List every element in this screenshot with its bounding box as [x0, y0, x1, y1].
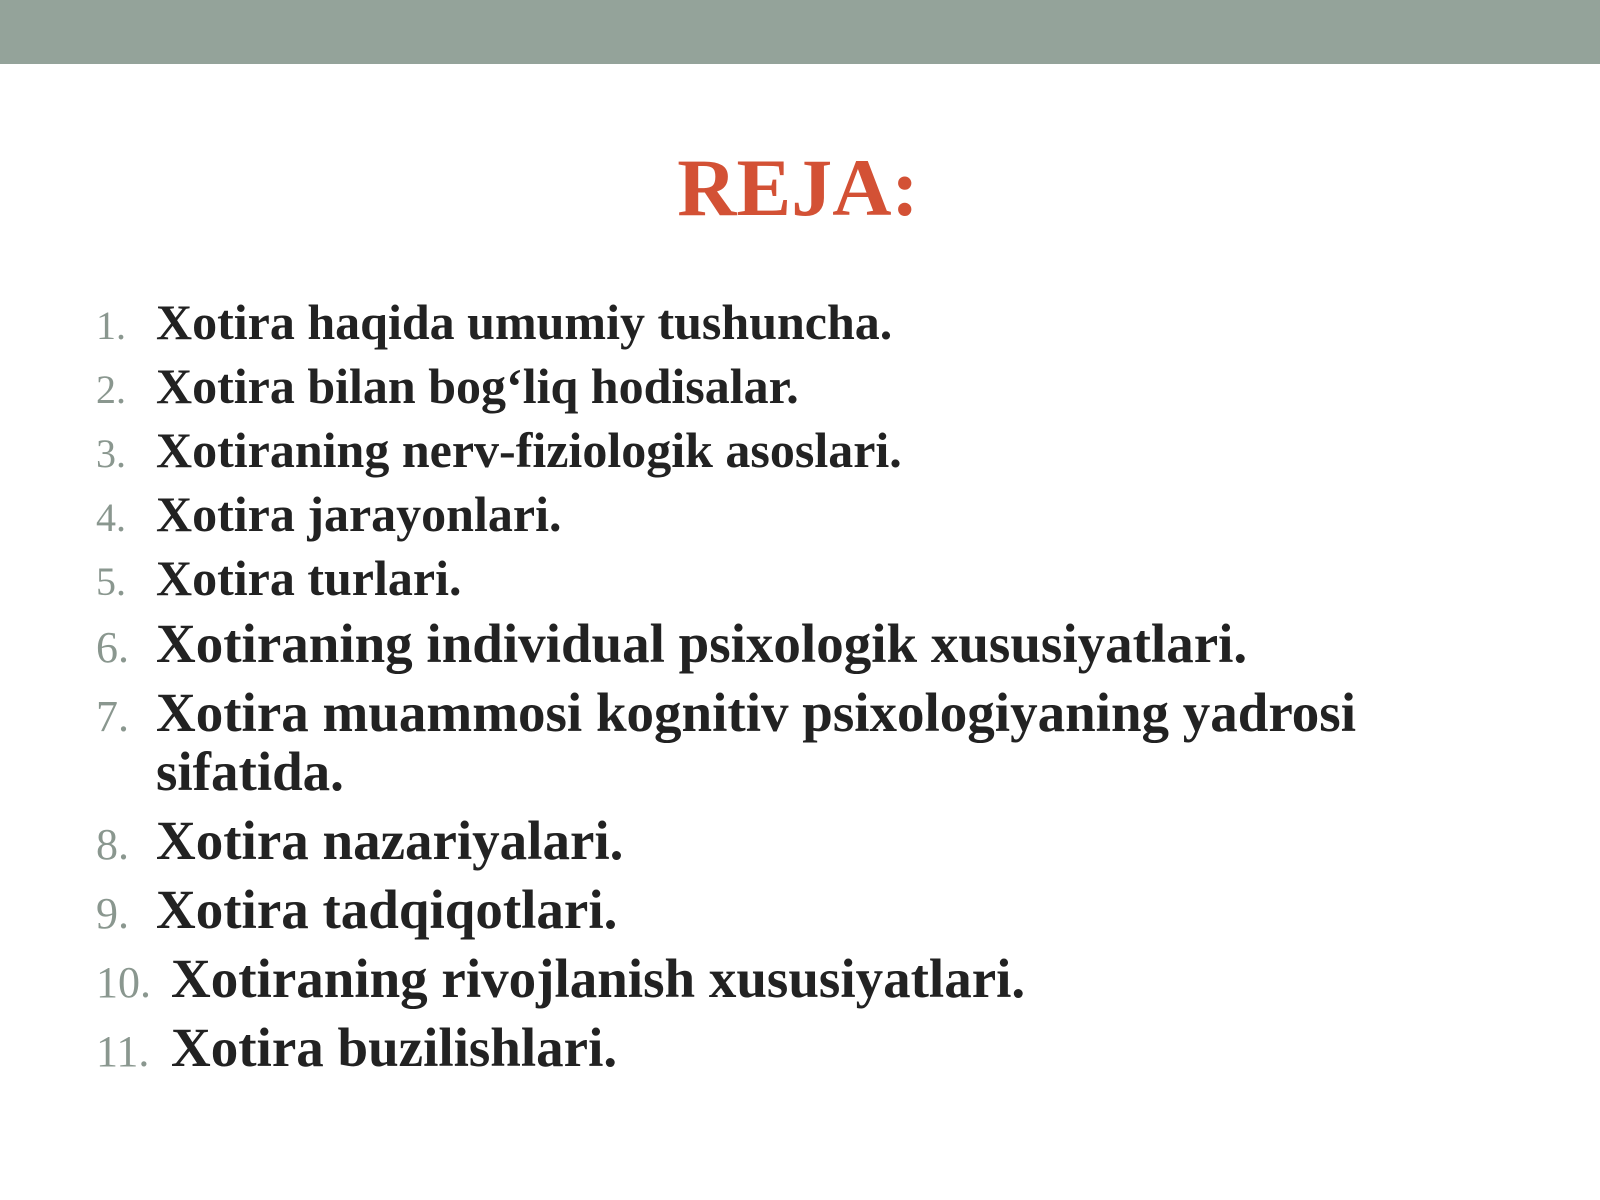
list-item-text: Xotira nazariyalari. — [156, 810, 624, 871]
list-item — [96, 1018, 1536, 1077]
list-item-number: 11. — [96, 1027, 150, 1076]
list-item-number: 7. — [96, 692, 129, 741]
list-item-text: Xotiraning nerv-fiziologik asoslari. — [156, 422, 902, 478]
list-item-number: 10. — [96, 958, 151, 1007]
list-item-text: Xotira turlari. — [156, 550, 462, 606]
list-item — [96, 683, 1536, 801]
list-item — [96, 418, 1536, 482]
list-item-number: 1. — [96, 303, 126, 348]
list-item-text: Xotira bilan bog‘liq hodisalar. — [156, 358, 799, 414]
agenda-list — [96, 290, 1536, 1087]
list-item-text: Xotira buzilishlari. — [171, 1017, 618, 1078]
list-item — [96, 546, 1536, 610]
list-item — [96, 482, 1536, 546]
list-item — [96, 614, 1536, 673]
list-item-number: 2. — [96, 367, 126, 412]
list-item — [96, 354, 1536, 418]
list-item-text: Xotira jarayonlari. — [156, 486, 562, 542]
list-item-text: Xotiraning rivojlanish xususiyatlari. — [171, 948, 1026, 1009]
list-item — [96, 880, 1536, 939]
list-item-text: Xotira tadqiqotlari. — [156, 879, 618, 940]
top-accent-bar — [0, 0, 1600, 64]
list-item-number: 5. — [96, 559, 126, 604]
list-item-number: 3. — [96, 431, 126, 476]
list-item-text: Xotira haqida umumiy tushuncha. — [156, 294, 893, 350]
slide-title — [0, 138, 1600, 238]
list-item — [96, 290, 1536, 354]
slide-title-text: REJA: — [677, 142, 919, 233]
list-item-text: Xotiraning individual psixologik xususiyatlari. — [156, 613, 1248, 674]
list-item-number: 6. — [96, 623, 129, 672]
list-item — [96, 949, 1536, 1008]
list-item-number: 4. — [96, 495, 126, 540]
list-item-number: 8. — [96, 820, 129, 869]
list-item — [96, 811, 1536, 870]
list-item-number: 9. — [96, 889, 129, 938]
list-item-text: Xotira muammosi kognitiv psixologiyaning yadrosi sifatida. — [156, 682, 1356, 802]
